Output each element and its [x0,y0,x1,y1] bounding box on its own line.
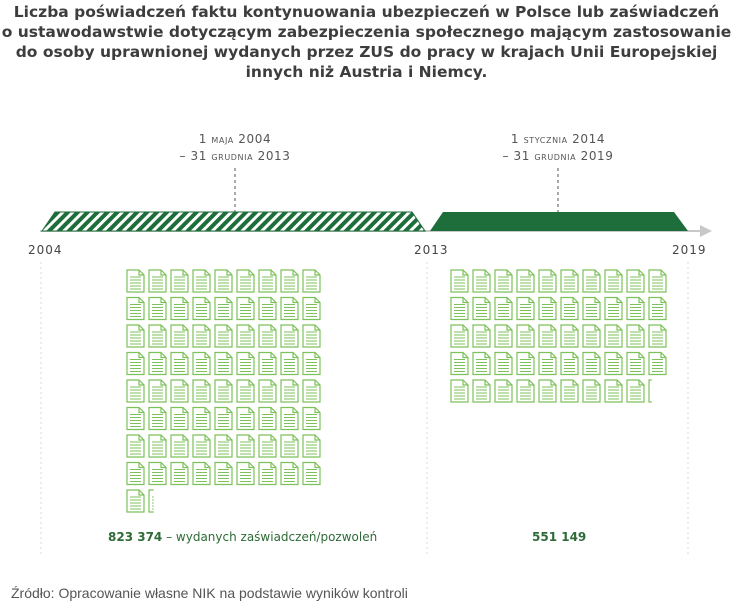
document-icon [561,380,578,402]
document-icon [259,270,276,292]
document-icon [149,463,166,485]
document-icon [237,435,254,457]
document-icon [649,298,666,320]
document-icon [237,408,254,430]
document-icon [215,380,232,402]
right-document-icons [451,270,666,402]
document-icon [127,435,144,457]
period-2-bar [430,212,688,231]
document-icon [237,380,254,402]
document-icon [605,353,622,375]
document-icon [495,270,512,292]
document-icon [237,353,254,375]
document-icon [215,298,232,320]
document-icon [215,435,232,457]
document-icon [539,270,556,292]
document-icon [605,325,622,347]
document-icon [583,325,600,347]
document-icon [171,435,188,457]
left-count-value: 823 374 [108,530,163,544]
document-icon [127,325,144,347]
document-icon [583,270,600,292]
document-icon [451,298,468,320]
document-icon [193,463,210,485]
document-icon [193,325,210,347]
document-icon [627,270,644,292]
document-icon [303,463,320,485]
document-icon [149,298,166,320]
document-icon [605,298,622,320]
document-icon [171,298,188,320]
document-icon [193,435,210,457]
document-icon [561,270,578,292]
document-icon [303,408,320,430]
document-icon [539,298,556,320]
document-icon [215,325,232,347]
year-label-2004: 2004 [28,243,63,257]
document-icon [495,353,512,375]
document-icon [281,435,298,457]
document-icon [193,353,210,375]
period-1-line-1: 1 maja 2004 [198,132,272,146]
document-icon [149,435,166,457]
document-icon [561,353,578,375]
document-icon [171,353,188,375]
document-icon [149,325,166,347]
period-1-bar [42,212,425,231]
document-icon [495,325,512,347]
document-icon [127,270,144,292]
document-icon [627,380,644,402]
document-icon [473,380,490,402]
document-icon [495,380,512,402]
document-icon [193,380,210,402]
document-icon [605,380,622,402]
document-icon [627,353,644,375]
document-icon [583,353,600,375]
document-icon [583,380,600,402]
document-icon [149,353,166,375]
document-icon [259,380,276,402]
title-line-2: o ustawodawstwie dotyczącym zabezpieczenia społecznego mającym zastosowanie [1,23,732,41]
document-icon [127,463,144,485]
document-icon [259,298,276,320]
document-icon [517,298,534,320]
document-icon [303,298,320,320]
document-icon [149,380,166,402]
document-icon [451,353,468,375]
document-icon [303,380,320,402]
document-icon [259,435,276,457]
document-icon [649,353,666,375]
document-icon [517,380,534,402]
document-icon [583,298,600,320]
document-icon [127,490,144,512]
document-icon [649,325,666,347]
right-count [532,530,586,544]
year-label-2013: 2013 [414,243,449,257]
document-icon [237,463,254,485]
document-icon [517,353,534,375]
document-icon [281,270,298,292]
period-2-line-1: 1 stycznia 2014 [510,132,606,146]
document-icon [473,298,490,320]
period-1-line-2: – 31 grudnia 2013 [179,149,291,163]
year-label-2019: 2019 [672,243,707,257]
right-count-value: 551 149 [532,530,587,544]
document-icon [215,463,232,485]
document-icon [281,408,298,430]
source-note: Źródło: Opracowanie własne NIK na podstawie wyników kontroli [11,585,408,601]
document-icon [627,325,644,347]
document-icon [605,270,622,292]
document-icon [237,298,254,320]
title-line-4: innych niż Austria i Niemcy. [245,63,488,81]
document-icon [215,408,232,430]
document-icon [473,325,490,347]
document-icon [517,270,534,292]
left-count-description: – wydanych zaświadczeń/pozwoleń [162,530,378,544]
document-icon [649,380,666,402]
document-icon [193,270,210,292]
document-icon [495,298,512,320]
document-icon [259,353,276,375]
document-icon [237,325,254,347]
document-icon [303,353,320,375]
document-icon [259,408,276,430]
document-icon [127,408,144,430]
document-icon [473,353,490,375]
document-icon [149,490,166,512]
document-icon [259,325,276,347]
left-count [108,530,377,544]
document-icon [193,298,210,320]
document-icon [171,463,188,485]
document-icon [539,325,556,347]
document-icon [281,325,298,347]
document-icon [193,408,210,430]
title-line-3: do osoby uprawnionej wydanych przez ZUS do pracy w krajach Unii Europejskiej [15,43,718,61]
document-icon [561,325,578,347]
document-icon [649,270,666,292]
document-icon [281,298,298,320]
axis-arrow [700,225,712,237]
document-icon [303,435,320,457]
document-icon [171,380,188,402]
document-icon [539,353,556,375]
document-icon [127,353,144,375]
document-icon [171,325,188,347]
document-icon [281,353,298,375]
document-icon [259,463,276,485]
document-icon [171,408,188,430]
document-icon [127,380,144,402]
document-icon [539,380,556,402]
document-icon [627,298,644,320]
left-document-icons [127,270,320,512]
document-icon [149,270,166,292]
document-icon [473,270,490,292]
period-2-line-2: – 31 grudnia 2019 [502,149,614,163]
document-icon [303,270,320,292]
document-icon [215,270,232,292]
title-line-1: Liczba poświadczeń faktu kontynuowania ubezpieczeń w Polsce lub zaświadczeń [13,3,720,21]
document-icon [303,325,320,347]
document-icon [215,353,232,375]
document-icon [149,408,166,430]
document-icon [561,298,578,320]
document-icon [281,380,298,402]
document-icon [451,270,468,292]
document-icon [451,380,468,402]
document-icon [451,325,468,347]
document-icon [237,270,254,292]
document-icon [171,270,188,292]
document-icon [281,463,298,485]
document-icon [127,298,144,320]
document-icon [517,325,534,347]
